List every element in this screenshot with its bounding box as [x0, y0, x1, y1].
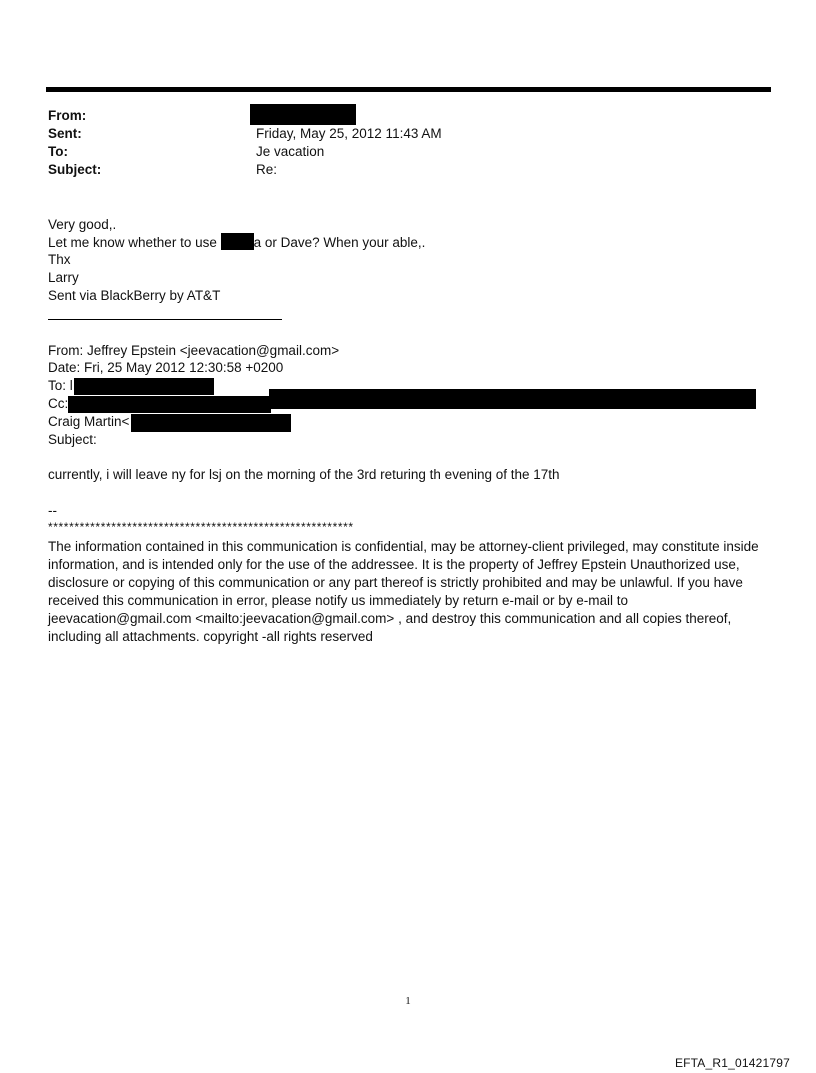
quoted-cc: Cc: — [48, 396, 69, 411]
to-label: To: — [48, 144, 68, 159]
signature-stars: ********************************************************** — [48, 520, 354, 534]
reply-line-thx: Thx — [48, 252, 71, 267]
quoted-date: Date: Fri, 25 May 2012 12:30:58 +0200 — [48, 360, 284, 375]
reply-line-2-before: Let me know whether to use — [48, 235, 221, 250]
redaction-cc-3 — [131, 414, 291, 432]
quoted-cc-continued: Craig Martin< — [48, 414, 130, 429]
signature-dashes: -- — [48, 503, 57, 518]
to-value: Je vacation — [256, 144, 325, 159]
page-number: 1 — [405, 995, 411, 1007]
reply-line-blackberry: Sent via BlackBerry by AT&T — [48, 288, 221, 303]
reply-line-1: Very good,. — [48, 217, 117, 232]
quoted-to: To: l — [48, 378, 73, 393]
subject-label: Subject: — [48, 162, 102, 177]
subject-value: Re: — [256, 162, 278, 177]
sent-value: Friday, May 25, 2012 11:43 AM — [256, 126, 442, 141]
document-id: EFTA_R1_01421797 — [674, 1056, 790, 1070]
redaction-inline-name — [221, 233, 254, 250]
from-label: From: — [48, 108, 87, 123]
quote-separator-rule — [48, 319, 282, 320]
sent-label: Sent: — [48, 126, 82, 141]
quoted-from: From: Jeffrey Epstein <jeevacation@gmail.com> — [48, 343, 340, 358]
confidentiality-disclaimer: The information contained in this communication is confidential, may be attorney-client privileged, may constitute inside information, and is intended only for the use of the addressee. It is the property of Jeffrey Epstein Unauthorized use, disclosure or copying of this communication or any part thereof is strictly prohibited and may be unlawful. If you have received this communication in error, please notify us immediately by return e-mail or by e-mail to jeevacation@gmail.com <mailto:jeevacation@gmail.com> , and destroy this communication and all copies thereof, including all attachments. copyright -all rights reserved — [48, 539, 759, 644]
redaction-from — [250, 104, 356, 125]
quoted-body: currently, i will leave ny for lsj on the morning of the 3rd returing th evening of the 17th — [48, 467, 560, 482]
quoted-subject: Subject: — [48, 432, 97, 447]
redaction-cc-1 — [68, 396, 271, 413]
redaction-to — [74, 378, 214, 395]
reply-line-2 — [48, 233, 425, 252]
header-rule — [46, 87, 771, 92]
reply-line-signature: Larry — [48, 270, 79, 285]
reply-line-2-after: a or Dave? When your able,. — [253, 235, 426, 250]
redaction-cc-2 — [269, 389, 756, 409]
